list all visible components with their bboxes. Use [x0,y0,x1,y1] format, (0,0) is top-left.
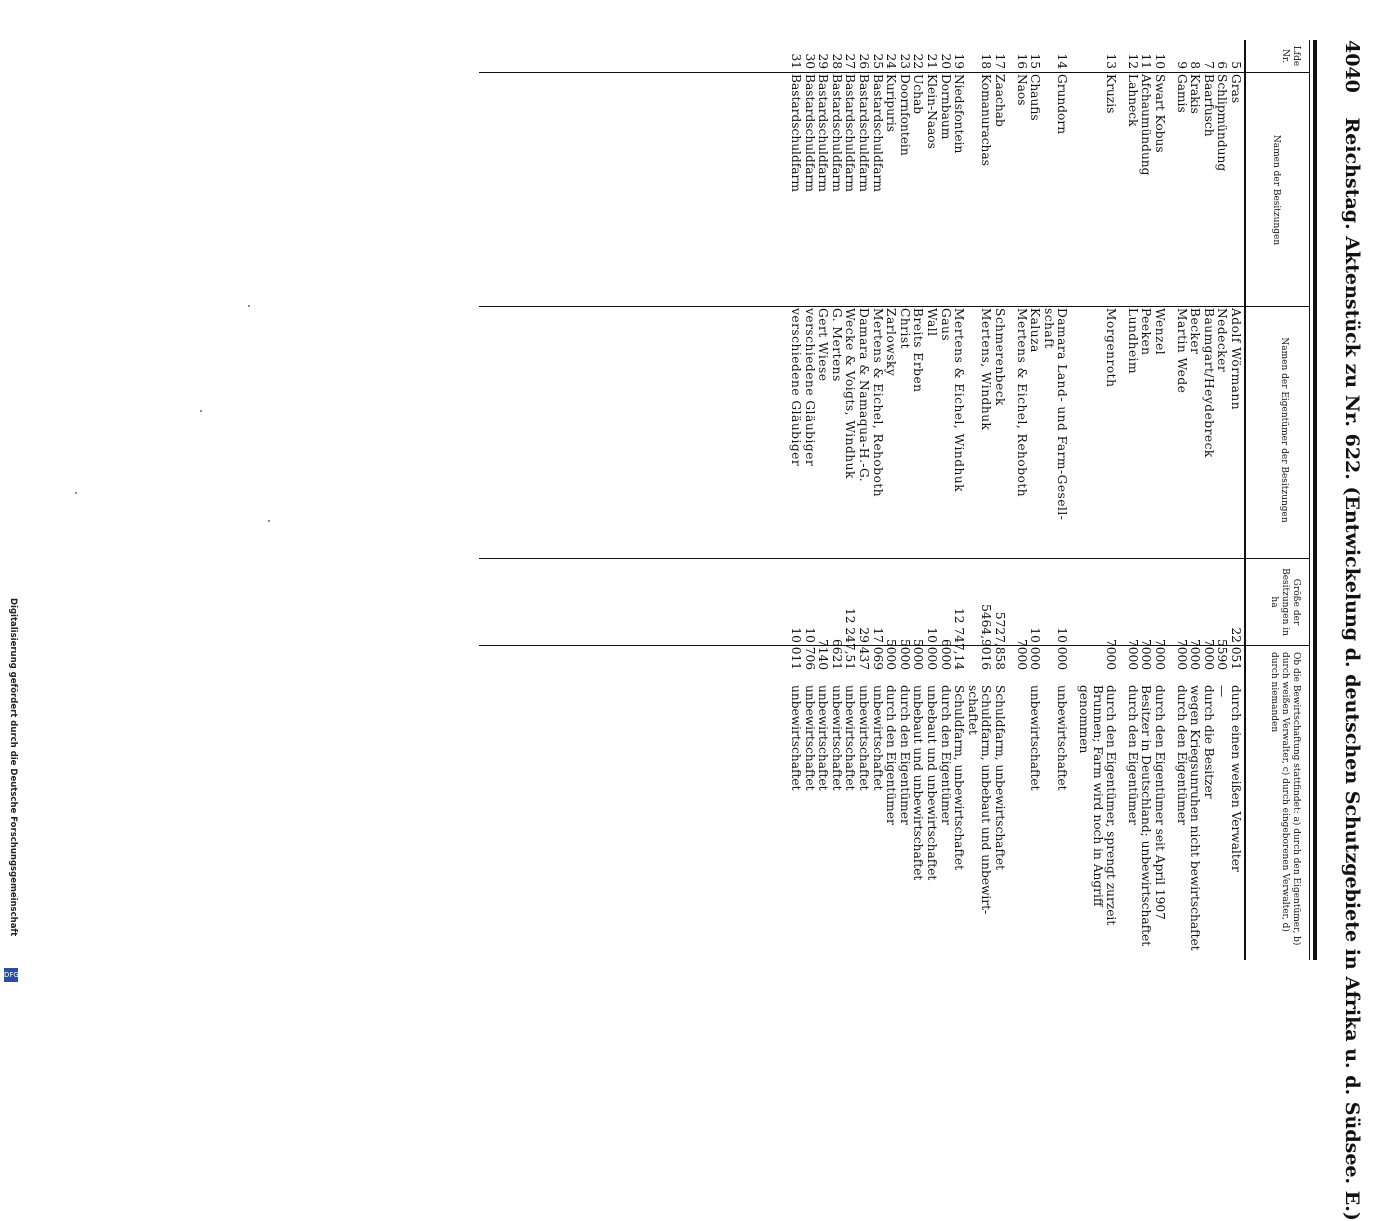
row-owner: Adolf Wörmann [1229,308,1243,411]
row-status: unbewirtschaftet [870,685,885,791]
row-owner: Gaus [938,308,953,342]
row-owner: Lundheim [1125,308,1140,375]
col-header-status: Ob die Bewirtschaftung stattfindet: a) durch den Eigentümer, b) durch weißen Verwalter, c) durch eingeborenen Verwalter, d) durch niemanden [1269,652,1301,946]
row-status: unbewirtschaftet [789,685,803,791]
row-status: durch einen weißen Verwalter [1229,685,1243,872]
row-status: Schuldfarm, unbebaut und unbewirt- [979,685,994,915]
row-status: unbewirtschaftet [829,685,844,791]
row-size: 7000 [1139,638,1154,670]
row-nr: 21 [925,53,939,69]
row-owner: Morgenroth [1104,308,1119,388]
row-nr: 12 [1125,53,1140,69]
row-nr: 27 [843,53,858,69]
row-nr: 28 [829,53,844,69]
row-size: 7000 [1188,638,1203,670]
row-size: 7000 [1153,638,1167,670]
row-nr: 19 [952,53,967,69]
row-nr: 20 [938,53,953,69]
page-number: 4040 [1341,40,1363,93]
row-nr: 9 [1174,61,1189,69]
row-nr: 29 [816,53,831,69]
row-size: 10 011 [789,627,803,670]
row-size: 5000 [911,638,926,670]
row-size: 10 000 [1028,627,1043,670]
row-status: durch den Eigentümer [1125,685,1140,825]
dfg-logo: DFG [4,968,18,982]
row-nr: 26 [857,53,871,69]
col-header-name: Namen der Besitzungen [1271,134,1281,246]
table-header-rule [1244,40,1246,960]
header-rule-thin [1309,40,1310,960]
row-size: 7000 [1174,638,1189,670]
row-size: 12 747,14 [952,607,967,670]
row-name: Chaufis [1028,74,1043,121]
row-status: unbewirtschaftet [1028,685,1043,791]
col-header-nr: Lfde Nr. [1280,45,1301,67]
row-name: Bastardschuldfarm [857,74,871,192]
row-status: unbewirtschaftet [843,685,858,791]
row-size: 5000 [884,638,899,670]
row-name: Dornbaum [938,74,953,140]
row-name: Bastardschuldfarm [843,74,858,192]
row-owner: Wall [925,308,939,337]
row-owner: Mertens & Eichel, Windhuk [952,308,967,493]
row-nr: 16 [1014,53,1029,69]
row-owner: Becker [1188,308,1203,355]
row-name: Grundorn [1055,74,1070,135]
row-owner: Wenzel [1153,308,1167,356]
row-size: 12 247,51 [843,607,858,670]
row-status: Schuldfarm, unbewirtschaftet [993,685,1007,870]
row-name: Komanurachas [979,74,994,166]
row-name: Afchaumündung [1139,74,1154,176]
row-size: 22 051 [1229,627,1243,670]
row-status: Besitzer in Deutschland; unbewirtschaftet [1139,685,1154,947]
row-nr: 25 [870,53,885,69]
row-owner: Damara Land- und Farm-Gesell- [1055,308,1070,521]
page-title: Reichstag. Aktenstück zu Nr. 622. (Entwickelung d. deutschen Schutzgebiete in Afrika u. d. Südsee. E.) [1341,117,1363,1221]
scan-speck [248,305,250,307]
row-nr: 15 [1028,53,1043,69]
row-size: 7000 [1104,638,1119,670]
row-name: Bastardschuldfarm [870,74,885,192]
row-name: Bastardschuldfarm [816,74,831,192]
row-name: Zaachab [993,74,1007,127]
row-size: 5000 [897,638,912,670]
row-name: Kuripuris [884,74,899,133]
row-size: 6000 [938,638,953,670]
row-nr: 8 [1188,61,1203,69]
row-status: durch den Eigentümer seit April 1907 [1153,685,1167,920]
row-size: 7140 [816,638,831,670]
row-name: Gamis [1174,74,1189,113]
row-name: Bastardschuldfarm [802,74,817,192]
row-owner: Baumgart/Heydebreck [1201,308,1216,458]
row-owner: Nedecker [1215,308,1230,373]
row-owner: Christ [897,308,912,350]
column-divider [479,306,1309,307]
row-nr: 13 [1104,53,1119,69]
row-nr: 5 [1229,61,1243,69]
row-owner: verschiedene Gläubiger [789,308,803,467]
row-status: genommen [1077,685,1091,754]
row-status: — [1215,685,1230,698]
row-name: Krakis [1188,74,1203,114]
row-owner: Wecke & Voigts, Windhuk [843,308,858,479]
row-nr: 22 [911,53,926,69]
row-status: unbebaut und unbewirtschaftet [925,685,939,881]
row-status: unbewirtschaftet [857,685,871,791]
row-owner: Breits Erben [911,308,926,393]
row-status: unbewirtschaftet [802,685,817,791]
row-owner: Mertens, Windhuk [979,308,994,431]
scan-speck [268,520,270,522]
column-divider [479,72,1309,73]
row-status: schaftet [965,685,980,735]
row-owner: verschiedene Gläubiger [802,308,817,467]
row-name: Swart Kobus [1153,74,1167,153]
row-owner: Zarlowsky [884,308,899,377]
page-header [1311,40,1363,1221]
row-name: Niedsfontein [952,74,967,154]
row-name: Lahneck [1125,74,1140,127]
row-name: Gras [1229,74,1243,104]
row-name: Kruzis [1104,74,1119,114]
row-size: 5590 [1215,638,1230,670]
row-status: unbewirtschaftet [1055,685,1070,791]
row-name: Uchab [911,74,926,115]
row-status: durch den Eigentümer [938,685,953,825]
row-size: 10 706 [802,627,817,670]
row-owner: Damara & Namaqua-H.-G. [857,308,871,483]
row-status: unbebaut und unbewirtschaftet [911,685,926,881]
row-owner: Martin Wede [1174,308,1189,394]
row-name: Doornfontein [897,74,912,156]
row-size: 7000 [1014,638,1029,670]
row-nr: 17 [993,53,1007,69]
row-owner: Gert Wiese [816,308,831,382]
row-owner: Kaluza [1028,308,1043,353]
row-nr: 7 [1201,61,1216,69]
row-size: 5464,9016 [979,604,994,670]
row-owner: Peeken [1139,308,1154,356]
row-size: 29 437 [857,627,871,670]
row-size: 17 069 [870,627,885,670]
row-name: Naos [1014,74,1029,106]
row-size: 10 000 [1055,627,1070,670]
row-name: Klein-Naaos [925,74,939,149]
row-status: unbewirtschaftet [816,685,831,791]
col-header-owner: Namen der Eigentümer der Besitzungen [1279,337,1289,523]
row-nr: 11 [1139,53,1154,69]
row-status: durch den Eigentümer [884,685,899,825]
scan-speck [75,492,77,494]
row-owner: Schmerenbeck [993,308,1007,406]
row-name: Bastardschuldfarm [789,74,803,192]
row-owner: G. Mertens [829,308,844,382]
row-status: durch den Eigentümer, sprengt zurzeit [1104,685,1119,926]
row-name: Bastardschuldfarm [829,74,844,192]
row-owner: schaft [1041,308,1056,349]
scan-speck [200,410,202,412]
row-size: 7000 [1201,638,1216,670]
row-status: wegen Kriegsunruhen nicht bewirtschaftet [1188,685,1203,951]
row-nr: 30 [802,53,817,69]
row-status: Brunnen; Farm wird noch in Angriff [1090,685,1105,907]
row-nr: 10 [1153,53,1167,69]
row-status: Schuldfarm, unbewirtschaftet [952,685,967,870]
row-size: 7000 [1125,638,1140,670]
col-header-size: Größe der Besitzungen in ha [1269,568,1301,636]
row-nr: 24 [884,53,899,69]
row-status: durch die Besitzer [1201,685,1216,799]
row-nr: 31 [789,53,803,69]
row-size: 10 000 [925,627,939,670]
row-status: durch den Eigentümer [897,685,912,825]
row-size: 6621 [829,638,844,670]
row-status: durch den Eigentümer [1174,685,1189,825]
row-nr: 18 [979,53,994,69]
row-owner: Mertens & Eichel, Rehoboth [1014,308,1029,498]
row-nr: 23 [897,53,912,69]
row-owner: Mertens & Eichel, Rehoboth [870,308,885,498]
row-name: Baarfusch [1201,74,1216,137]
row-size: 5727,858 [993,611,1007,670]
footer-credit: Digitalisierung gefördert durch die Deutsche Forschungsgemeinschaft [8,598,18,937]
row-name: Schlipmündung [1215,74,1230,172]
row-nr: 14 [1055,53,1070,69]
row-nr: 6 [1215,61,1230,69]
header-rule [1313,40,1317,960]
